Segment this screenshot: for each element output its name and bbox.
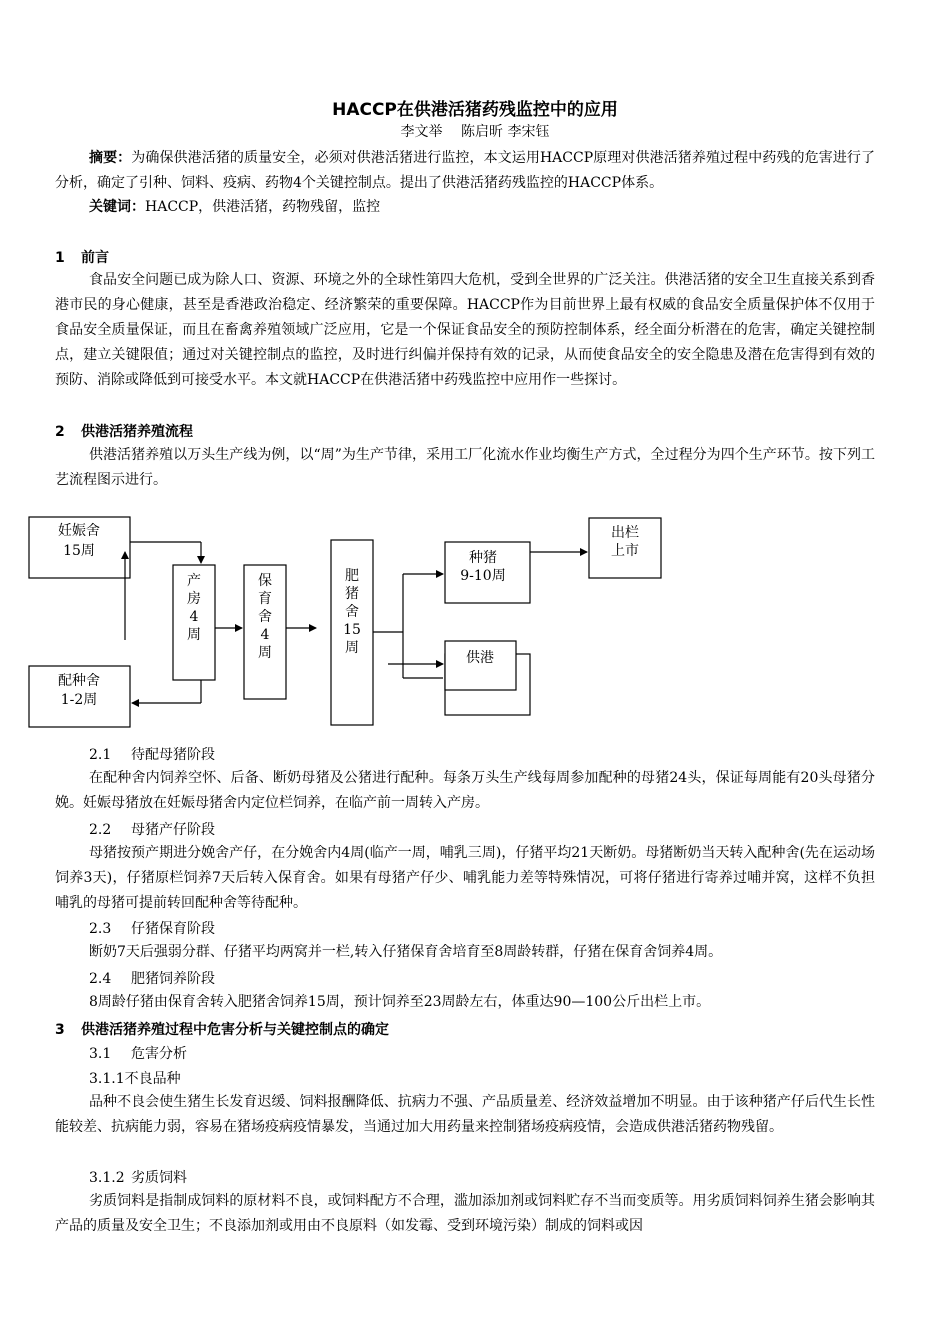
gestation-label: 妊娠舍 bbox=[58, 523, 100, 539]
hk-label: 供港 bbox=[466, 650, 494, 666]
subsection-2-4-paragraph: 8周龄仔猪由保育舍转入肥猪舍饲养15周，预计饲养至23周龄左右，体重达90—100公斤出栏上市。 bbox=[89, 994, 711, 1010]
subsection-2-1-heading bbox=[89, 744, 215, 764]
authors: 李文举 陈启昕 李宋钰 bbox=[400, 124, 550, 140]
fattening-label: 猪 bbox=[345, 586, 359, 602]
nursery-label: 育 bbox=[258, 591, 272, 607]
subsection-title: 肥猪饲养阶段 bbox=[131, 971, 215, 987]
keywords-label: 关键词： bbox=[89, 199, 145, 215]
fattening-label: 15 bbox=[343, 622, 361, 638]
breeder-label: 种猪 bbox=[469, 550, 497, 566]
subsection-2-3-heading bbox=[89, 918, 215, 938]
subsection-2-3-paragraph: 断奶7天后强弱分群、仔猪平均两窝并一栏,转入仔猪保育舍培育至8周龄转群，仔猪在保育舍饲养4周。 bbox=[89, 944, 723, 960]
nursery-label: 舍 bbox=[258, 609, 272, 625]
market-label: 上市 bbox=[611, 543, 639, 559]
market-label: 出栏 bbox=[611, 525, 639, 541]
subsection-2-1-paragraph: 在配种舍内饲养空怀、后备、断奶母猪及公猪进行配种。每条万头生产线每周参加配种的母猪24头，保证每周能有20头母猪分娩。妊娠母猪放在妊娠母猪舍内定位栏饲养，在临产前一周转入产房。 bbox=[55, 770, 875, 811]
farrowing-label: 4 bbox=[189, 609, 199, 625]
section-number: 3 bbox=[55, 1022, 65, 1038]
section-title: 供港活猪养殖流程 bbox=[81, 424, 193, 440]
subsection-title: 危害分析 bbox=[131, 1046, 187, 1062]
section-title: 供港活猪养殖过程中危害分析与关键控制点的确定 bbox=[81, 1022, 389, 1038]
subsection-title: 待配母猪阶段 bbox=[131, 747, 215, 763]
subsection-2-2-paragraph: 母猪按预产期进分娩舍产仔，在分娩舍内4周(临产一周，哺乳三周)，仔猪平均21天断奶。母猪断奶当天转入配种舍(先在运动场饲养3天)，仔猪原栏饲养7天后转入保育舍。如果有母猪产仔少、哺乳能力差等特殊情况，可将仔猪进行寄养过哺并窝，这样不负担哺乳的母猪可提前转回配种舍等待配种。 bbox=[55, 845, 875, 911]
section-number: 2 bbox=[55, 424, 65, 440]
subsection-title: 仔猪保育阶段 bbox=[131, 921, 215, 937]
subsection-2-2-heading bbox=[89, 819, 215, 839]
subsection-number: 3.1.2 bbox=[89, 1170, 125, 1186]
section-1-paragraph: 食品安全问题已成为除人口、资源、环境之外的全球性第四大危机，受到全世界的广泛关注。供港活猪的安全卫生直接关系到香港市民的身心健康，甚至是香港政治稳定、经济繁荣的重要保障。HACCP作为目前世界上最有权威的食品安全质量保护体不仅用于食品安全质量保证，而且在畜禽养殖领域广泛应用，它是一个保证食品安全的预防控制体系，经全面分析潜在的危害，确定关键控制点，建立关键限值；通过对关键控制点的监控，及时进行纠偏并保持有效的记录，从而使食品安全的安全隐患及潜在危害得到有效的预防、消除或降低到可接受水平。本文就HACCP在供港活猪中药残监控中应用作一些探讨。 bbox=[55, 272, 875, 388]
nursery-label: 保 bbox=[258, 573, 272, 589]
subsection-2-4-heading bbox=[89, 968, 215, 988]
nursery-label: 周 bbox=[258, 645, 272, 661]
subsection-number: 2.1 bbox=[89, 747, 112, 763]
gestation-label: 15周 bbox=[63, 543, 95, 559]
subsection-number: 3.1 bbox=[89, 1046, 112, 1062]
fattening-label: 舍 bbox=[345, 604, 359, 620]
subsection-3-1-1-heading: 3.1.1不良品种 bbox=[89, 1071, 181, 1087]
section-3-heading bbox=[55, 1019, 389, 1039]
subsection-number: 2.3 bbox=[89, 921, 112, 937]
subsection-number: 2.4 bbox=[89, 971, 112, 987]
paper-title: HACCP在供港活猪药残监控中的应用 bbox=[332, 100, 618, 120]
farrowing-label: 房 bbox=[187, 591, 201, 607]
subsection-3-1-1-paragraph: 品种不良会使生猪生长发育迟缓、饲料报酬降低、抗病力不强、产品质量差、经济效益增加不明显。由于该种猪产仔后代生长性能较差、抗病能力弱，容易在猪场疫病疫情暴发，当通过加大用药量来控制猪场疫病疫情，会造成供港活猪药物残留。 bbox=[55, 1094, 875, 1135]
subsection-number: 2.2 bbox=[89, 822, 112, 838]
nursery-label: 4 bbox=[260, 627, 270, 643]
breeding-label: 配种舍 bbox=[58, 673, 100, 689]
abstract-label: 摘要： bbox=[89, 150, 132, 166]
subsection-title: 劣质饲料 bbox=[131, 1170, 187, 1186]
breeding-label: 1-2周 bbox=[60, 692, 98, 708]
section-2-paragraph: 供港活猪养殖以万头生产线为例，以“周”为生产节律，采用工厂化流水作业均衡生产方式，全过程分为四个生产环节。按下列工艺流程图示进行。 bbox=[55, 447, 875, 488]
keywords-text: HACCP，供港活猪，药物残留，监控 bbox=[145, 199, 381, 215]
subsection-3-1-heading bbox=[89, 1043, 187, 1063]
farrowing-label: 周 bbox=[187, 627, 201, 643]
abstract-text: 为确保供港活猪的质量安全，必须对供港活猪进行监控，本文运用HACCP原理对供港活猪养殖过程中药残的危害进行了分析，确定了引种、饲料、疫病、药物4个关键控制点。提出了供港活猪药残监控的HACCP体系。 bbox=[55, 150, 875, 191]
section-title: 前言 bbox=[81, 250, 109, 266]
subsection-3-1-2-paragraph: 劣质饲料是指制成饲料的原材料不良，或饲料配方不合理，滥加添加剂或饲料贮存不当而变质等。用劣质饲料饲养生猪会影响其产品的质量及安全卫生；不良添加剂或用由不良原料（如发霉、受到环境污染）制成的饲料或因 bbox=[55, 1193, 875, 1234]
section-number: 1 bbox=[55, 250, 65, 266]
subsection-3-1-2-heading bbox=[89, 1167, 187, 1187]
subsection-title: 母猪产仔阶段 bbox=[131, 822, 215, 838]
farrowing-label: 产 bbox=[187, 573, 201, 589]
breeder-label: 9-10周 bbox=[460, 568, 506, 584]
fattening-label: 周 bbox=[345, 640, 359, 656]
fattening-label: 肥 bbox=[345, 568, 359, 584]
